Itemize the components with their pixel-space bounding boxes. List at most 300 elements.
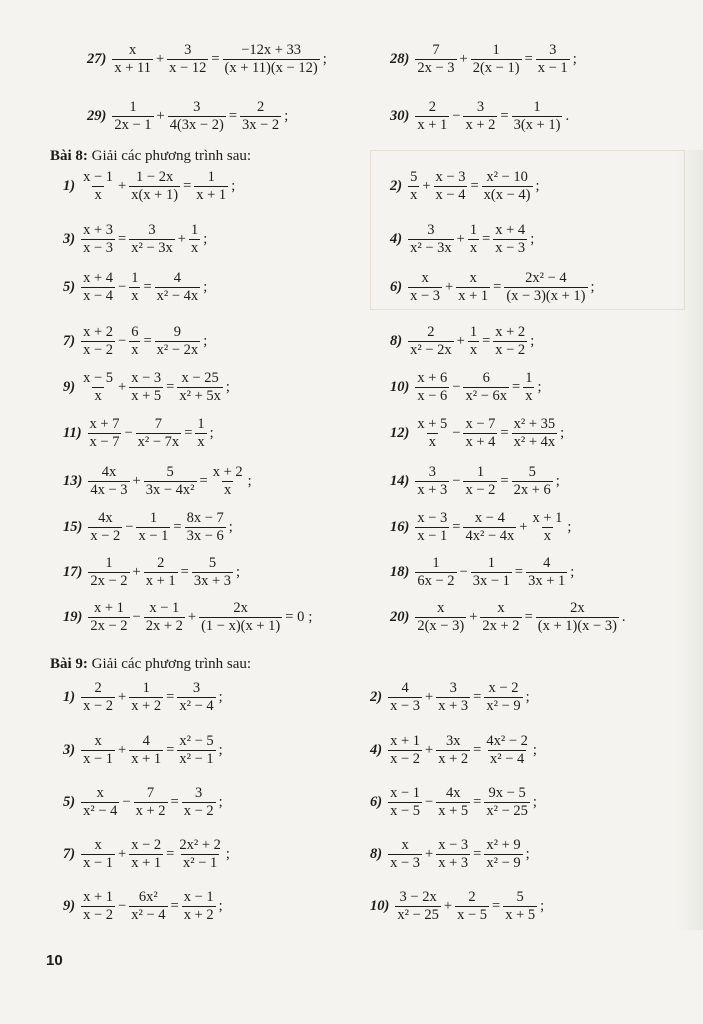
- fraction: [484, 786, 530, 819]
- fraction: [436, 734, 470, 767]
- operator: =: [452, 519, 461, 536]
- operator: +: [156, 108, 165, 125]
- problem-number: 28): [390, 51, 410, 68]
- numerator: x² − 5: [179, 733, 214, 749]
- fraction: [523, 371, 534, 404]
- fraction: [463, 465, 497, 498]
- fraction: [129, 223, 175, 256]
- numerator: x − 1: [149, 600, 180, 616]
- fraction: [88, 601, 129, 634]
- numerator: 1: [149, 510, 158, 526]
- punctuation: ;: [228, 519, 233, 536]
- operator: −: [425, 794, 434, 811]
- operator: +: [177, 231, 186, 248]
- fraction: [195, 417, 206, 450]
- fraction: [484, 734, 530, 767]
- numerator: x + 2: [495, 324, 526, 340]
- denominator: x + 1: [145, 573, 176, 590]
- numerator: 8x − 7: [186, 510, 224, 526]
- operator: =: [473, 689, 482, 706]
- operator: =: [118, 231, 127, 248]
- problem-number: 5): [63, 794, 76, 811]
- numerator: −12x + 33: [241, 42, 302, 58]
- equation: [63, 556, 240, 589]
- operator: =: [184, 425, 193, 442]
- punctuation: ;: [308, 609, 313, 626]
- fraction: [493, 223, 527, 256]
- denominator: 3x + 1: [528, 573, 566, 590]
- fraction: [129, 325, 140, 358]
- operator: +: [445, 279, 454, 296]
- denominator: x − 3: [390, 698, 421, 715]
- equation: [390, 170, 540, 203]
- operator: =: [473, 846, 482, 863]
- operator: =: [500, 425, 509, 442]
- punctuation: ;: [225, 846, 230, 863]
- equation: [390, 325, 534, 358]
- punctuation: ;: [560, 425, 565, 442]
- numerator: 4x: [445, 785, 461, 801]
- fraction: [81, 838, 115, 871]
- fraction: [240, 100, 281, 133]
- fraction: [177, 371, 223, 404]
- numerator: 4: [173, 270, 182, 286]
- denominator: 6x − 2: [417, 573, 455, 590]
- problem-number: 27): [87, 51, 107, 68]
- denominator: x² − 1: [182, 855, 218, 872]
- fraction: [456, 271, 490, 304]
- fraction: [536, 43, 570, 76]
- denominator: x − 3: [83, 240, 114, 257]
- operator: =: [183, 178, 192, 195]
- denominator: x² − 9: [486, 698, 521, 715]
- punctuation: ;: [231, 178, 236, 195]
- problem-number: 9): [63, 898, 76, 915]
- numerator: 7: [432, 42, 440, 58]
- denominator: 2x − 2: [90, 573, 128, 590]
- fraction: [88, 511, 122, 544]
- denominator: 4x² − 4x: [465, 528, 515, 545]
- problem-number: 10): [390, 379, 410, 396]
- denominator: x − 1: [138, 528, 169, 545]
- fraction: [81, 271, 115, 304]
- operator: =: [143, 279, 152, 296]
- fraction: [194, 170, 228, 203]
- operator: =: [170, 794, 179, 811]
- punctuation: ;: [535, 178, 540, 195]
- fraction: [192, 556, 233, 589]
- problem-number: 4): [390, 231, 403, 248]
- operator: +: [118, 742, 127, 759]
- operator: =: [180, 564, 189, 581]
- denominator: x − 1: [417, 528, 448, 545]
- denominator: x: [543, 528, 552, 545]
- equation: [370, 734, 537, 767]
- denominator: x + 1: [131, 855, 162, 872]
- operator: −: [118, 279, 127, 296]
- problem-number: 7): [63, 846, 76, 863]
- numerator: 5: [410, 169, 418, 185]
- punctuation: ;: [532, 742, 537, 759]
- operator: =: [470, 178, 479, 195]
- denominator: x − 2: [90, 528, 121, 545]
- numerator: x − 7: [465, 416, 496, 432]
- problem-number: 4): [370, 742, 383, 759]
- operator: =: [228, 108, 237, 125]
- fraction: [408, 325, 454, 358]
- equation: [370, 838, 530, 871]
- punctuation: ;: [530, 333, 535, 350]
- denominator: 3x − 4x²: [145, 482, 195, 499]
- fraction: [408, 271, 442, 304]
- fraction: [185, 511, 226, 544]
- denominator: 2(x − 3): [417, 618, 465, 635]
- numerator: 1: [197, 416, 205, 432]
- numerator: x + 4: [83, 270, 114, 286]
- equation: [390, 601, 626, 634]
- operator: −: [118, 333, 127, 350]
- fraction: [415, 371, 449, 404]
- equation: [390, 271, 595, 304]
- denominator: x² − 7x: [137, 434, 180, 451]
- operator: −: [452, 379, 461, 396]
- punctuation: ;: [555, 473, 560, 490]
- operator: +: [425, 846, 434, 863]
- fraction: [415, 417, 449, 450]
- fraction: [463, 100, 497, 133]
- denominator: x: [410, 187, 418, 204]
- equation: [390, 371, 541, 404]
- numerator: x − 3: [438, 837, 469, 853]
- denominator: x + 5: [505, 907, 536, 924]
- equation: [370, 681, 530, 714]
- fraction: [434, 170, 468, 203]
- denominator: 2(x − 1): [472, 60, 520, 77]
- equation: [63, 465, 252, 498]
- punctuation: ;: [540, 898, 545, 915]
- denominator: x: [131, 288, 139, 305]
- operator: +: [132, 473, 141, 490]
- operator: =: [211, 51, 220, 68]
- fraction: [395, 890, 441, 923]
- punctuation: ;: [218, 898, 223, 915]
- operator: =: [170, 898, 179, 915]
- denominator: x − 5: [457, 907, 487, 924]
- problem-number: 13): [63, 473, 83, 490]
- denominator: x − 12: [169, 60, 207, 77]
- punctuation: ;: [567, 519, 572, 536]
- numerator: x − 1: [83, 169, 114, 185]
- denominator: (x + 1)(x − 3): [537, 618, 617, 635]
- numerator: 9x − 5: [488, 785, 526, 801]
- denominator: x: [131, 342, 139, 359]
- numerator: x² + 9: [486, 837, 521, 853]
- numerator: 7: [154, 416, 163, 432]
- operator: +: [425, 742, 434, 759]
- denominator: x + 5: [438, 803, 469, 820]
- denominator: x − 6: [417, 388, 448, 405]
- fraction: [415, 511, 449, 544]
- equation: [390, 43, 577, 76]
- problem-number: 16): [390, 519, 410, 536]
- fraction: [471, 43, 522, 76]
- punctuation: ;: [525, 689, 530, 706]
- denominator: x: [197, 434, 205, 451]
- operator: =: [473, 742, 482, 759]
- bai9-heading: [50, 656, 251, 673]
- fraction: [81, 325, 115, 358]
- problem-number: 10): [370, 898, 390, 915]
- problem-number: 12): [390, 425, 410, 442]
- fraction: [129, 838, 163, 871]
- problem-number: 9): [63, 379, 76, 396]
- operator: −: [122, 794, 131, 811]
- fraction: [112, 43, 153, 76]
- numerator: 2x: [233, 600, 248, 616]
- equation: [63, 371, 230, 404]
- numerator: x − 3: [131, 370, 162, 386]
- denominator: x − 1: [83, 751, 114, 768]
- denominator: x: [469, 342, 478, 359]
- fraction: [177, 734, 215, 767]
- numerator: 5: [208, 555, 217, 571]
- numerator: 3: [476, 99, 485, 115]
- denominator: 2x − 1: [114, 117, 152, 134]
- numerator: 3: [192, 680, 201, 696]
- numerator: 1: [525, 370, 533, 386]
- fraction: [189, 223, 200, 256]
- numerator: x + 1: [93, 600, 124, 616]
- fraction: [480, 601, 521, 634]
- numerator: x + 5: [417, 416, 448, 432]
- problem-number: 15): [63, 519, 83, 536]
- numerator: x − 2: [131, 837, 162, 853]
- operator: +: [118, 846, 127, 863]
- bai8-label: Bài 8:: [50, 148, 88, 164]
- operator: +: [459, 51, 468, 68]
- numerator: 1: [533, 99, 541, 115]
- numerator: 4x: [101, 464, 117, 480]
- fraction: [167, 43, 208, 76]
- fraction: [168, 100, 226, 133]
- denominator: x: [190, 240, 199, 257]
- numerator: 2: [94, 680, 102, 696]
- denominator: x − 4: [83, 288, 114, 305]
- denominator: 2x − 3: [417, 60, 455, 77]
- problem-number: 7): [63, 333, 76, 350]
- operator: −: [452, 473, 461, 490]
- denominator: x² − 6x: [465, 388, 507, 405]
- fraction: [144, 556, 178, 589]
- fraction: [536, 601, 619, 634]
- operator: +: [187, 609, 197, 626]
- numerator: 3 − 2x: [399, 889, 437, 905]
- punctuation: ;: [218, 794, 223, 811]
- numerator: 1: [469, 222, 478, 238]
- operator: +: [469, 609, 478, 626]
- numerator: 4x: [98, 510, 113, 526]
- operator: =: [166, 846, 175, 863]
- equation: [390, 100, 569, 133]
- numerator: 3: [449, 680, 457, 696]
- numerator: x + 1: [390, 733, 421, 749]
- equation: [63, 838, 230, 871]
- numerator: x: [401, 837, 409, 853]
- denominator: 2x + 2: [145, 618, 183, 635]
- operator: =: [173, 519, 182, 536]
- fraction: [134, 786, 168, 819]
- fraction: [388, 734, 422, 767]
- problem-number: 30): [390, 108, 410, 125]
- denominator: x² − 1: [179, 751, 214, 768]
- numerator: x: [96, 785, 104, 801]
- operator: −: [132, 609, 141, 626]
- numerator: 9: [173, 324, 182, 340]
- punctuation: .: [565, 108, 570, 125]
- numerator: 3: [428, 464, 436, 480]
- fraction: [388, 681, 422, 714]
- bai9-instruction: Giải các phương trình sau:: [87, 656, 252, 672]
- operator: +: [118, 379, 127, 396]
- numerator: 6x²: [138, 889, 158, 905]
- operator: =: [493, 279, 502, 296]
- denominator: x² − 25: [486, 803, 528, 820]
- equation: [63, 417, 214, 450]
- fraction: [503, 890, 537, 923]
- punctuation: ;: [570, 564, 575, 581]
- equation: [63, 170, 235, 203]
- numerator: 2: [157, 555, 165, 571]
- fraction: [144, 465, 197, 498]
- equation: [63, 325, 207, 358]
- fraction: [177, 681, 215, 714]
- fraction: [129, 371, 163, 404]
- denominator: x: [428, 434, 436, 451]
- numerator: 2: [468, 889, 476, 905]
- punctuation: ;: [537, 379, 542, 396]
- fraction: [112, 100, 153, 133]
- numerator: 4: [543, 555, 551, 571]
- numerator: x + 3: [83, 222, 114, 238]
- denominator: 4x − 3: [90, 482, 128, 499]
- denominator: x − 2: [390, 751, 421, 768]
- fraction: [484, 838, 522, 871]
- denominator: x² − 4: [489, 751, 525, 768]
- fraction: [415, 601, 466, 634]
- fraction: [512, 465, 553, 498]
- punctuation: ;: [203, 231, 208, 248]
- numerator: 2x² + 2: [179, 837, 221, 853]
- numerator: 1: [142, 680, 150, 696]
- fraction: [88, 465, 129, 498]
- denominator: x² − 2x: [410, 342, 452, 359]
- punctuation: ;: [532, 794, 537, 811]
- problem-number: 5): [63, 279, 76, 296]
- fraction: [512, 100, 563, 133]
- numerator: 3: [148, 222, 156, 238]
- problem-number: 29): [87, 108, 107, 125]
- denominator: x² − 4: [179, 698, 214, 715]
- equation: [63, 890, 223, 923]
- operator: =: [143, 333, 152, 350]
- numerator: 3: [427, 222, 435, 238]
- problem-number: 1): [63, 689, 76, 706]
- fraction: [468, 223, 479, 256]
- equation: [63, 271, 207, 304]
- numerator: x: [469, 270, 477, 286]
- numerator: 2x² − 4: [525, 270, 567, 286]
- fraction: [463, 417, 497, 450]
- numerator: x − 4: [474, 510, 505, 526]
- problem-number: 19): [63, 609, 83, 626]
- numerator: 3x: [445, 733, 461, 749]
- fraction: [415, 100, 449, 133]
- numerator: x: [497, 600, 505, 616]
- fraction: [88, 417, 122, 450]
- problem-number: 3): [63, 742, 76, 759]
- operator: =: [492, 898, 501, 915]
- fraction: [408, 170, 419, 203]
- operator: = 0: [285, 609, 305, 626]
- operator: +: [456, 333, 465, 350]
- punctuation: ;: [209, 425, 214, 442]
- problem-number: 8): [370, 846, 383, 863]
- numerator: 1: [487, 555, 495, 571]
- numerator: x − 25: [181, 370, 219, 386]
- numerator: x − 1: [390, 785, 421, 801]
- fraction: [388, 838, 422, 871]
- equation: [63, 223, 207, 256]
- fraction: [81, 734, 115, 767]
- problem-number: 3): [63, 231, 76, 248]
- operator: =: [514, 564, 524, 581]
- denominator: x − 2: [465, 482, 496, 499]
- denominator: x + 2: [183, 907, 214, 924]
- denominator: x + 2: [438, 751, 469, 768]
- fraction: [436, 786, 470, 819]
- denominator: (x + 11)(x − 12): [224, 60, 318, 77]
- fraction: [408, 223, 454, 256]
- operator: =: [500, 473, 509, 490]
- equation: [87, 100, 288, 133]
- equation: [390, 417, 564, 450]
- numerator: x − 1: [183, 889, 214, 905]
- fraction: [136, 417, 182, 450]
- denominator: x + 1: [196, 187, 227, 204]
- bai8-heading: [50, 148, 251, 165]
- numerator: 6: [482, 370, 490, 386]
- page-number: 10: [46, 952, 63, 969]
- denominator: x − 2: [495, 342, 526, 359]
- equation: [390, 465, 560, 498]
- denominator: 3x − 1: [472, 573, 510, 590]
- numerator: x + 1: [532, 510, 563, 526]
- numerator: x + 1: [83, 889, 114, 905]
- fraction: [463, 511, 516, 544]
- fraction: [129, 734, 163, 767]
- denominator: x − 5: [390, 803, 421, 820]
- problem-number: 20): [390, 609, 410, 626]
- denominator: x² + 5x: [179, 388, 221, 405]
- denominator: (1 − x)(x + 1): [201, 618, 281, 635]
- denominator: x + 5: [131, 388, 162, 405]
- fraction: [455, 890, 489, 923]
- operator: =: [512, 379, 521, 396]
- numerator: 5: [166, 464, 174, 480]
- punctuation: ;: [218, 742, 223, 759]
- fraction: [81, 223, 115, 256]
- numerator: 7: [146, 785, 155, 801]
